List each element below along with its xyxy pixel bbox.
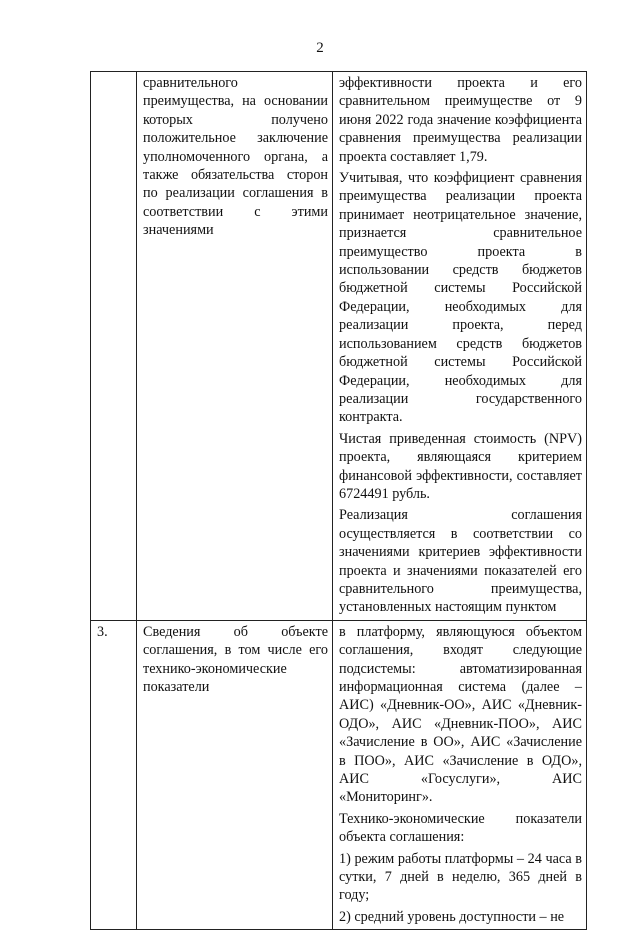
row-number-cell <box>91 72 137 621</box>
content-paragraph: Учитывая, что коэффициент сравнения преимущества реализации проекта принимает неотрицательное значение, признается сравнительное преимущество проекта в использовании средств бюджетов бюджетной системы Российской Федерации, необходимых для реализации проекта, перед использованием средств бюджетов бюджетной системы Российской Федерации, необходимых для реализации государственного контракта. <box>339 170 582 426</box>
row-content-cell <box>333 72 587 621</box>
content-paragraph: Чистая приведенная стоимость (NPV) проекта, являющаяся критерием финансовой эффективности, составляет 6724491 рубль. <box>339 430 582 502</box>
content-paragraph: Реализация соглашения осуществляется в соответствии со значениями критериев эффективности проекта и значениями показателей его сравнительного преимущества, установленных настоящим пунктом <box>339 507 582 616</box>
table-row <box>91 620 587 930</box>
agreement-table <box>90 71 587 930</box>
row-label-cell: сравнительного преимущества, на основании которых получено положительное заключение уполномоченного органа, а также обязательства сторон по реализации соглашения в соответствии с этими значениями <box>137 72 333 621</box>
content-paragraph: в платформу, являющуюся объектом соглашения, входят следующие подсистемы: автоматизированная информационная система (далее – АИС) «Дневник-ОО», АИС «Дневник-ОДО», АИС «Дневник-ПОО», АИС «Зачисление в ОО», АИС «Зачисление в ПОО», АИС «Зачисление в ОДО», АИС «Госуслуги», АИС «Мониторинг». <box>339 623 582 806</box>
row-number-cell: 3. <box>91 620 137 930</box>
content-paragraph: эффективности проекта и его сравнительном преимуществе от 9 июня 2022 года значение коэффициента сравнения преимущества реализации проекта составляет 1,79. <box>339 75 582 165</box>
row-content-cell <box>333 620 587 930</box>
content-paragraph: Технико-экономические показатели объекта соглашения: <box>339 810 582 846</box>
content-paragraph: 2) средний уровень доступности – не <box>339 908 565 925</box>
page-number: 2 <box>316 40 324 56</box>
row-label-cell: Сведения об объекте соглашения, в том числе его технико-экономические показатели <box>137 620 333 930</box>
content-paragraph: 1) режим работы платформы – 24 часа в сутки, 7 дней в неделю, 365 дней в году; <box>339 850 582 904</box>
table-row <box>91 72 587 621</box>
